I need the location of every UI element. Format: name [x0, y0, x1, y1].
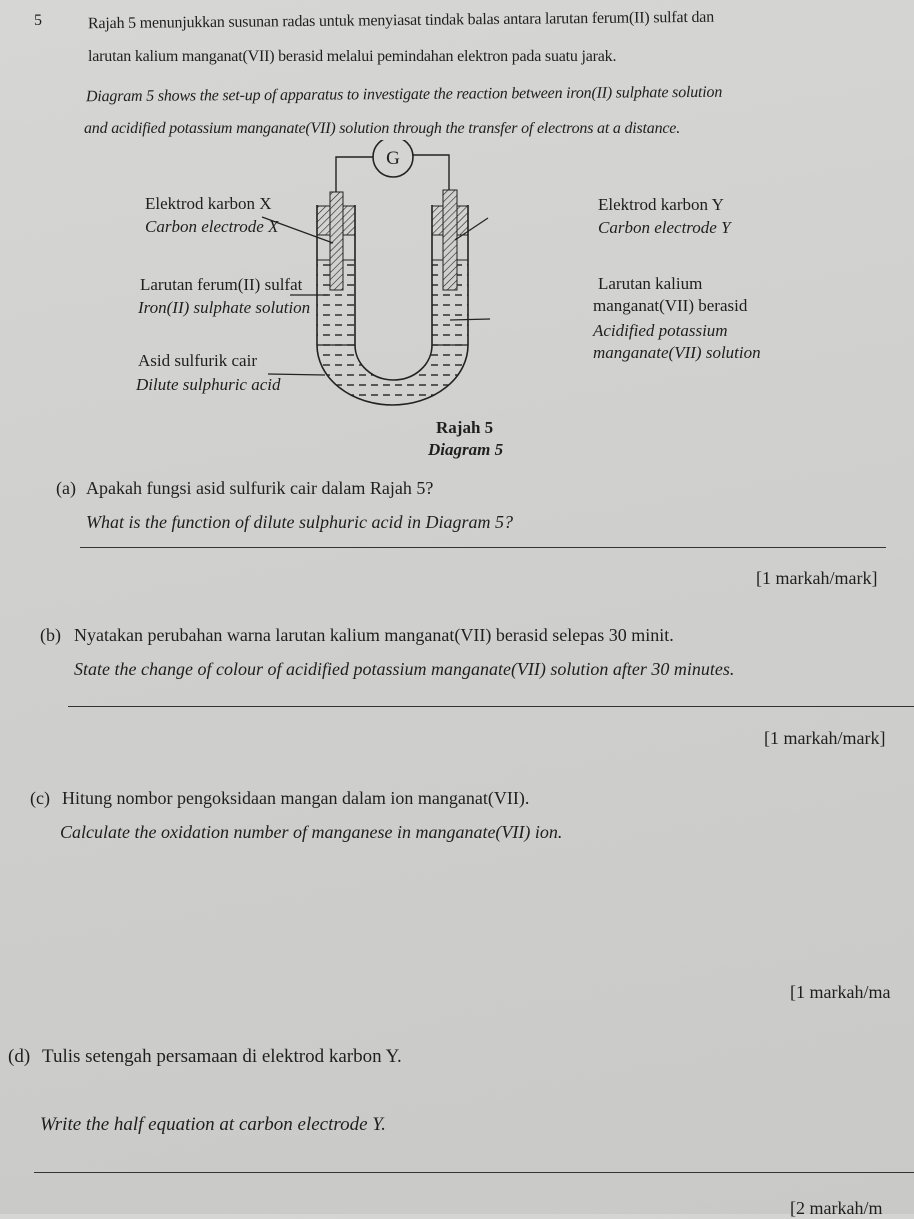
intro-en-line-1: Diagram 5 shows the set-up of apparatus to investigate the reaction between iron(II) sulphate solution [85, 83, 723, 106]
carbon-electrode-y [443, 190, 457, 290]
label-electrode-x-en: Carbon electrode X [145, 217, 279, 236]
galvanometer-label: G [386, 148, 400, 169]
part-b-marks: [1 markah/mark] [764, 728, 886, 748]
label-kmno4-ms-1: Larutan kalium [598, 274, 703, 293]
part-d-label: (d) [8, 1046, 31, 1067]
carbon-electrode-x [330, 192, 343, 290]
label-electrode-y-en: Carbon electrode Y [598, 218, 731, 237]
label-kmno4-ms-2: manganat(VII) berasid [593, 296, 748, 315]
label-iron-en: Iron(II) sulphate solution [138, 298, 311, 317]
part-d-ms: Tulis setengah persamaan di elektrod karbon Y. [42, 1046, 402, 1067]
label-electrode-y-ms: Elektrod karbon Y [598, 195, 724, 214]
label-kmno4-en-1: Acidified potassium [593, 321, 728, 340]
intro-ms-line-2: larutan kalium manganat(VII) berasid melalui pemindahan elektron pada suatu jarak. [88, 48, 617, 65]
part-b-en: State the change of colour of acidified potassium manganate(VII) solution after 30 minutes. [74, 659, 735, 679]
label-acid-en: Dilute sulphuric acid [136, 375, 281, 394]
caption-en: Diagram 5 [428, 440, 504, 459]
label-kmno4-en-2: manganate(VII) solution [593, 343, 761, 362]
part-b-ms: Nyatakan perubahan warna larutan kalium manganat(VII) berasid selepas 30 minit. [74, 625, 674, 645]
label-iron-ms: Larutan ferum(II) sulfat [140, 275, 303, 294]
wire-right [413, 155, 449, 190]
part-c-en: Calculate the oxidation number of manganese in manganate(VII) ion. [60, 822, 563, 842]
label-electrode-x-ms: Elektrod karbon X [145, 194, 272, 213]
part-d-en: Write the half equation at carbon electrode Y. [40, 1114, 386, 1135]
part-c-ms: Hitung nombor pengoksidaan mangan dalam ion manganat(VII). [62, 788, 530, 808]
part-c-marks: [1 markah/ma [790, 982, 891, 1002]
question-number: 5 [34, 12, 42, 29]
intro-ms-line-1: Rajah 5 menunjukkan susunan radas untuk menyiasat tindak balas antara larutan ferum(II) sulfat dan [87, 8, 715, 33]
label-acid-ms: Asid sulfurik cair [138, 351, 257, 370]
wire-left [336, 157, 373, 192]
caption-ms: Rajah 5 [436, 418, 494, 437]
part-a-label: (a) [56, 478, 76, 498]
intro-en-line-2: and acidified potassium manganate(VII) solution through the transfer of electrons at a distance. [84, 120, 680, 137]
part-d-marks: [2 markah/m [790, 1198, 883, 1218]
part-a-marks: [1 markah/mark] [756, 568, 878, 588]
part-b-label: (b) [40, 625, 61, 645]
part-c-label: (c) [30, 788, 50, 808]
part-a-ms: Apakah fungsi asid sulfurik cair dalam Rajah 5? [86, 478, 434, 498]
answer-line-b[interactable] [68, 706, 914, 707]
part-a-en: What is the function of dilute sulphuric acid in Diagram 5? [86, 512, 513, 532]
answer-line-d[interactable] [34, 1172, 914, 1173]
answer-line-a[interactable] [80, 547, 886, 548]
